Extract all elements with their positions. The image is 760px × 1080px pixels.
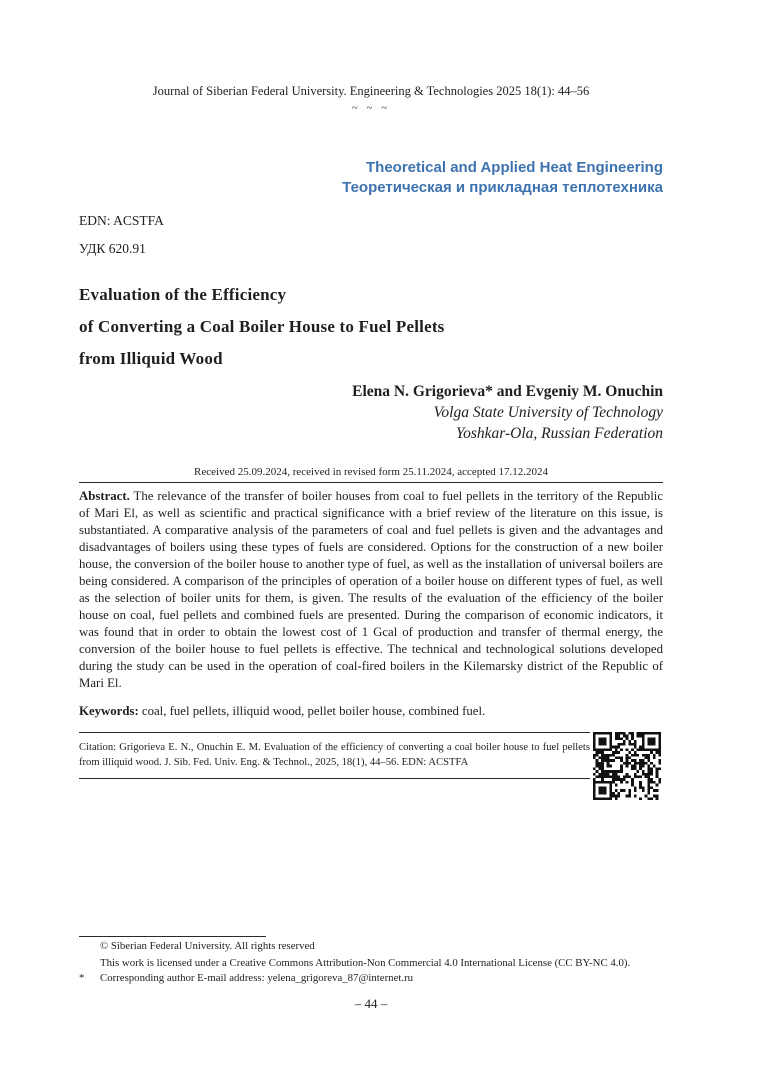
footnote-asterisk: * [79,972,85,984]
license-line: This work is licensed under a Creative Commons Attribution-Non Commercial 4.0 International License (CC BY-NC 4.0). [100,956,631,969]
section-heading [79,158,663,198]
keywords-text: coal, fuel pellets, illiquid wood, pellet boiler house, combined fuel. [141,704,486,718]
affiliation-city: Yoshkar-Ola, Russian Federation [455,425,663,442]
corresponding-author-text: Corresponding author E-mail address: yelena_grigoreva_87@internet.ru [100,972,414,984]
keywords-paragraph [79,703,663,720]
keywords-label: Keywords: [79,704,139,718]
received-dates: Received 25.09.2024, received in revised form 25.11.2024, accepted 17.12.2024 [194,466,548,478]
footnote-rule [79,936,266,937]
page-footer [79,936,663,1011]
citation-row [79,732,663,802]
paper-title-line-2: of Converting a Coal Boiler House to Fuel Pellets [79,317,445,336]
page-content [79,0,663,802]
edn-code: EDN: ACSTFA [79,213,164,228]
section-heading-en: Theoretical and Applied Heat Engineering [366,159,663,176]
page-number: – 44 – [354,995,388,1011]
paper-title-line-3: from Illiquid Wood [79,349,223,368]
affiliation: Volga State University of Technology [433,404,663,421]
qr-code-icon [593,732,661,800]
udk-code: УДК 620.91 [79,241,146,256]
corresponding-author-line [79,972,663,986]
abstract-label: Abstract. [79,489,130,503]
author-names: Elena N. Grigorieva* and Evgeniy M. Onuchin [352,383,663,400]
authors-block [79,381,663,444]
abstract-text: The relevance of the transfer of boiler houses from coal to fuel pellets in the territory of the Republic of Mari El, as well as scientific and practical significance with a brief review of the literature on this issue, is substantiated. A comparative analysis of the parameters of coal and fuel pellets is given and the advantages and disadvantages of boilers using these types of fuels are considered. Options for the construction of a new boiler house, the conversion of the boiler house to another type of fuel, as well as the installation of universal boilers are being considered. A comparison of the principles of operation of a boiler house on different types of fuel, as well as the selection of boiler units for them, is given. The results of the evaluation of the efficiency of the boiler house on coal, fuel pellets and combined fuels are presented. During the comparison of economic indicators, it was found that in order to obtain the lowest cost of 1 Gcal of production and transfer of thermal energy, the conversion of the boiler house to fuel pellets is effective. The technical and technological solutions developed during the study can be used in the operation of coal-fired boilers in the Kilemarsky district of the Republic of Mari El. [79,489,663,690]
abstract-top-rule [79,482,663,483]
tilde-separator: ~ ~ ~ [351,102,391,114]
section-heading-ru: Теоретическая и прикладная теплотехника [342,179,663,196]
copyright-line: © Siberian Federal University. All rights reserved [100,940,315,952]
abstract-paragraph [79,488,663,692]
citation-box: Citation: Grigorieva E. N., Onuchin E. M. Evaluation of the efficiency of converting a coal boiler house to fuel pellets from illiquid wood. J. Sib. Fed. Univ. Eng. & Technol., 2025, 18(1), 44–56. EDN: ACSTFA [79,732,590,779]
paper-title [79,279,663,375]
journal-header: Journal of Siberian Federal University. Engineering & Technologies 2025 18(1): 44–56 [152,84,590,98]
paper-title-line-1: Evaluation of the Efficiency [79,285,287,304]
